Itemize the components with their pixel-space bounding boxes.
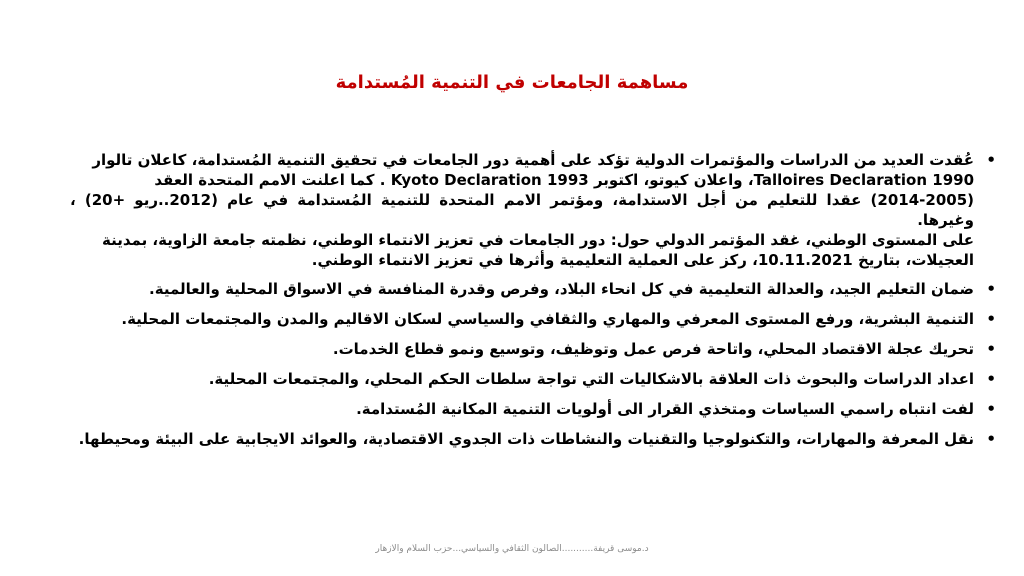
bullet-list xyxy=(70,150,1000,459)
list-item-text: ضمان التعليم الجيد، والعدالة التعليمية في كل انحاء البلاد، وفرص وقدرة المنافسة في الاسواق المحلية والعالمية. xyxy=(149,280,974,298)
list-item xyxy=(70,279,1000,300)
list-item xyxy=(70,399,1000,420)
bullet-icon: • xyxy=(986,430,996,448)
list-item-text: التنمية البشرية، ورفع المستوى المعرفي والمهاري والثقافي والسياسي لسكان الاقاليم والمدن والمجتمعات المحلية. xyxy=(121,310,974,328)
list-item xyxy=(70,429,1000,450)
slide-footer: د.موسى قريفة...........الصالون الثقافي والسياسي...حزب السلام والازهار xyxy=(375,544,649,554)
list-item-text: عُقدت العديد من الدراسات والمؤتمرات الدولية تؤكد على أهمية دور الجامعات في تحقيق التنمية المُستدامة، كاعلان تالوار Talloires Declaration 1990، واعلان كيوتو، اكتوبر 1993 Kyoto Declaration . كما اعلنت الامم المتحدة العقد (2014-2005) عقدا للتعليم من أجل الاستدامة، ومؤتمر الامم المتحدة للتنمية المُستدامة في عام (2012..ريو +20) ، وغيرها. على المستوى الوطني، غقد المؤتمر الدولي حول: دور الجامعات في تعزيز الانتماء الوطني، نظمته جامعة الزاوية، بمدينة العجيلات، بتاريخ 10.11.2021، ركز على العملية التعليمية وأثرها في تعزيز الانتماء الوطني. xyxy=(70,151,975,269)
list-item xyxy=(70,339,1000,360)
list-item-text: تحريك عجلة الاقتصاد المحلي، واتاحة فرص عمل وتوظيف، وتوسيع ونمو قطاع الخدمات. xyxy=(332,340,974,358)
slide-title: مساهمة الجامعات في التنمية المُستدامة xyxy=(335,72,689,93)
list-item-text: اعداد الدراسات والبحوث ذات العلاقة بالاشكاليات التي تواجة سلطات الحكم المحلي، والمجتمعات المحلية. xyxy=(208,370,974,388)
list-item-text: نقل المعرفة والمهارات، والتكنولوجيا والتقنيات والنشاطات ذات الجدوي الاقتصادية، والعوائد الايجابية على البيئة ومحيطها. xyxy=(78,430,974,448)
bullet-icon: • xyxy=(986,310,996,328)
list-item-text: لفت انتباه راسمي السياسات ومتخذي القرار الى أولويات التنمية المكانية المُستدامة. xyxy=(356,400,974,418)
bullet-icon: • xyxy=(986,400,996,418)
list-item xyxy=(70,309,1000,330)
list-item xyxy=(70,369,1000,390)
bullet-icon: • xyxy=(986,370,996,388)
bullet-icon: • xyxy=(986,280,996,298)
bullet-icon: • xyxy=(986,340,996,358)
list-item xyxy=(70,150,1000,270)
bullet-icon: • xyxy=(986,151,996,169)
